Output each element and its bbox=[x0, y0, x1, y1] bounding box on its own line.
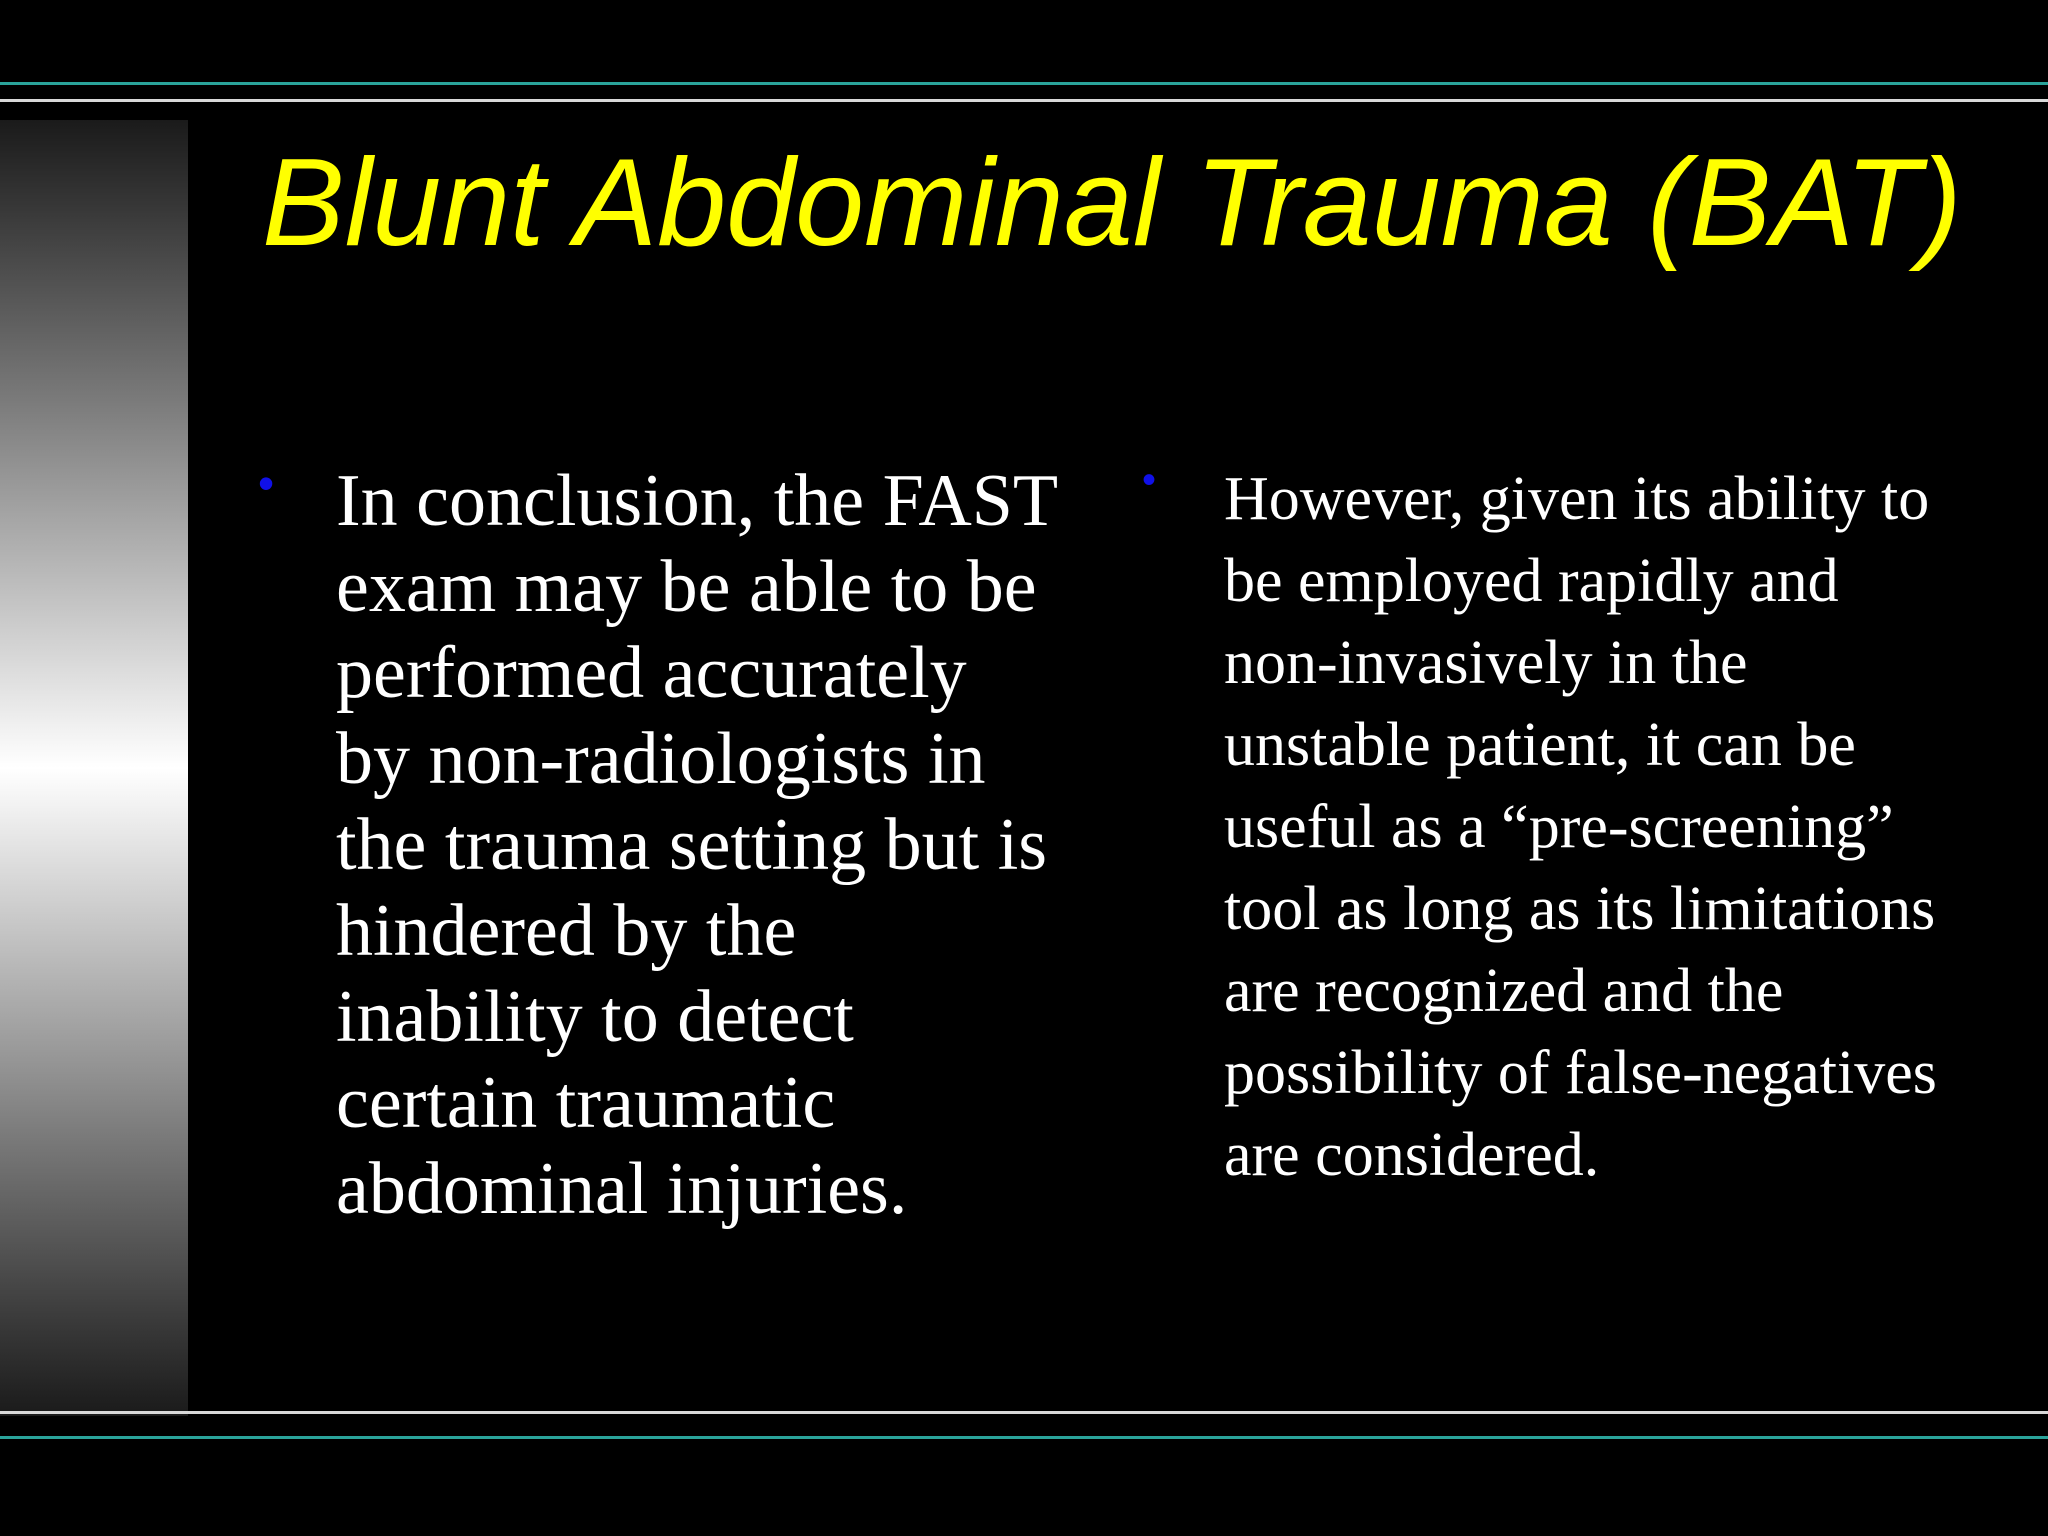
bullet-text-right: However, given its ability to be employed rapidly and non-invasively in the unstable patient, it can be useful as a “pre-screening” tool as long as its limitations are recognized and the possibility of false-negatives are considered. bbox=[1224, 465, 1937, 1189]
slide-title: Blunt Abdominal Trauma (BAT) bbox=[262, 134, 1962, 272]
bullet-icon: • bbox=[1142, 458, 1157, 502]
bottom-teal-rule bbox=[0, 1436, 2048, 1439]
bottom-white-rule bbox=[0, 1411, 2048, 1414]
bullet-text-left: In conclusion, the FAST exam may be able to be performed accurately by non-radiologists in the trauma setting but is hindered by the inability to detect certain traumatic abdominal injuries. bbox=[336, 460, 1057, 1230]
top-teal-rule bbox=[0, 82, 2048, 85]
bullet-item-left bbox=[258, 458, 1058, 1232]
bullet-icon: • bbox=[258, 457, 275, 509]
bottom-black-band bbox=[0, 1416, 2048, 1536]
top-white-rule bbox=[0, 99, 2048, 102]
top-black-band bbox=[0, 0, 2048, 120]
side-gradient-band bbox=[0, 0, 188, 1536]
bullet-item-right bbox=[1142, 458, 1962, 1196]
